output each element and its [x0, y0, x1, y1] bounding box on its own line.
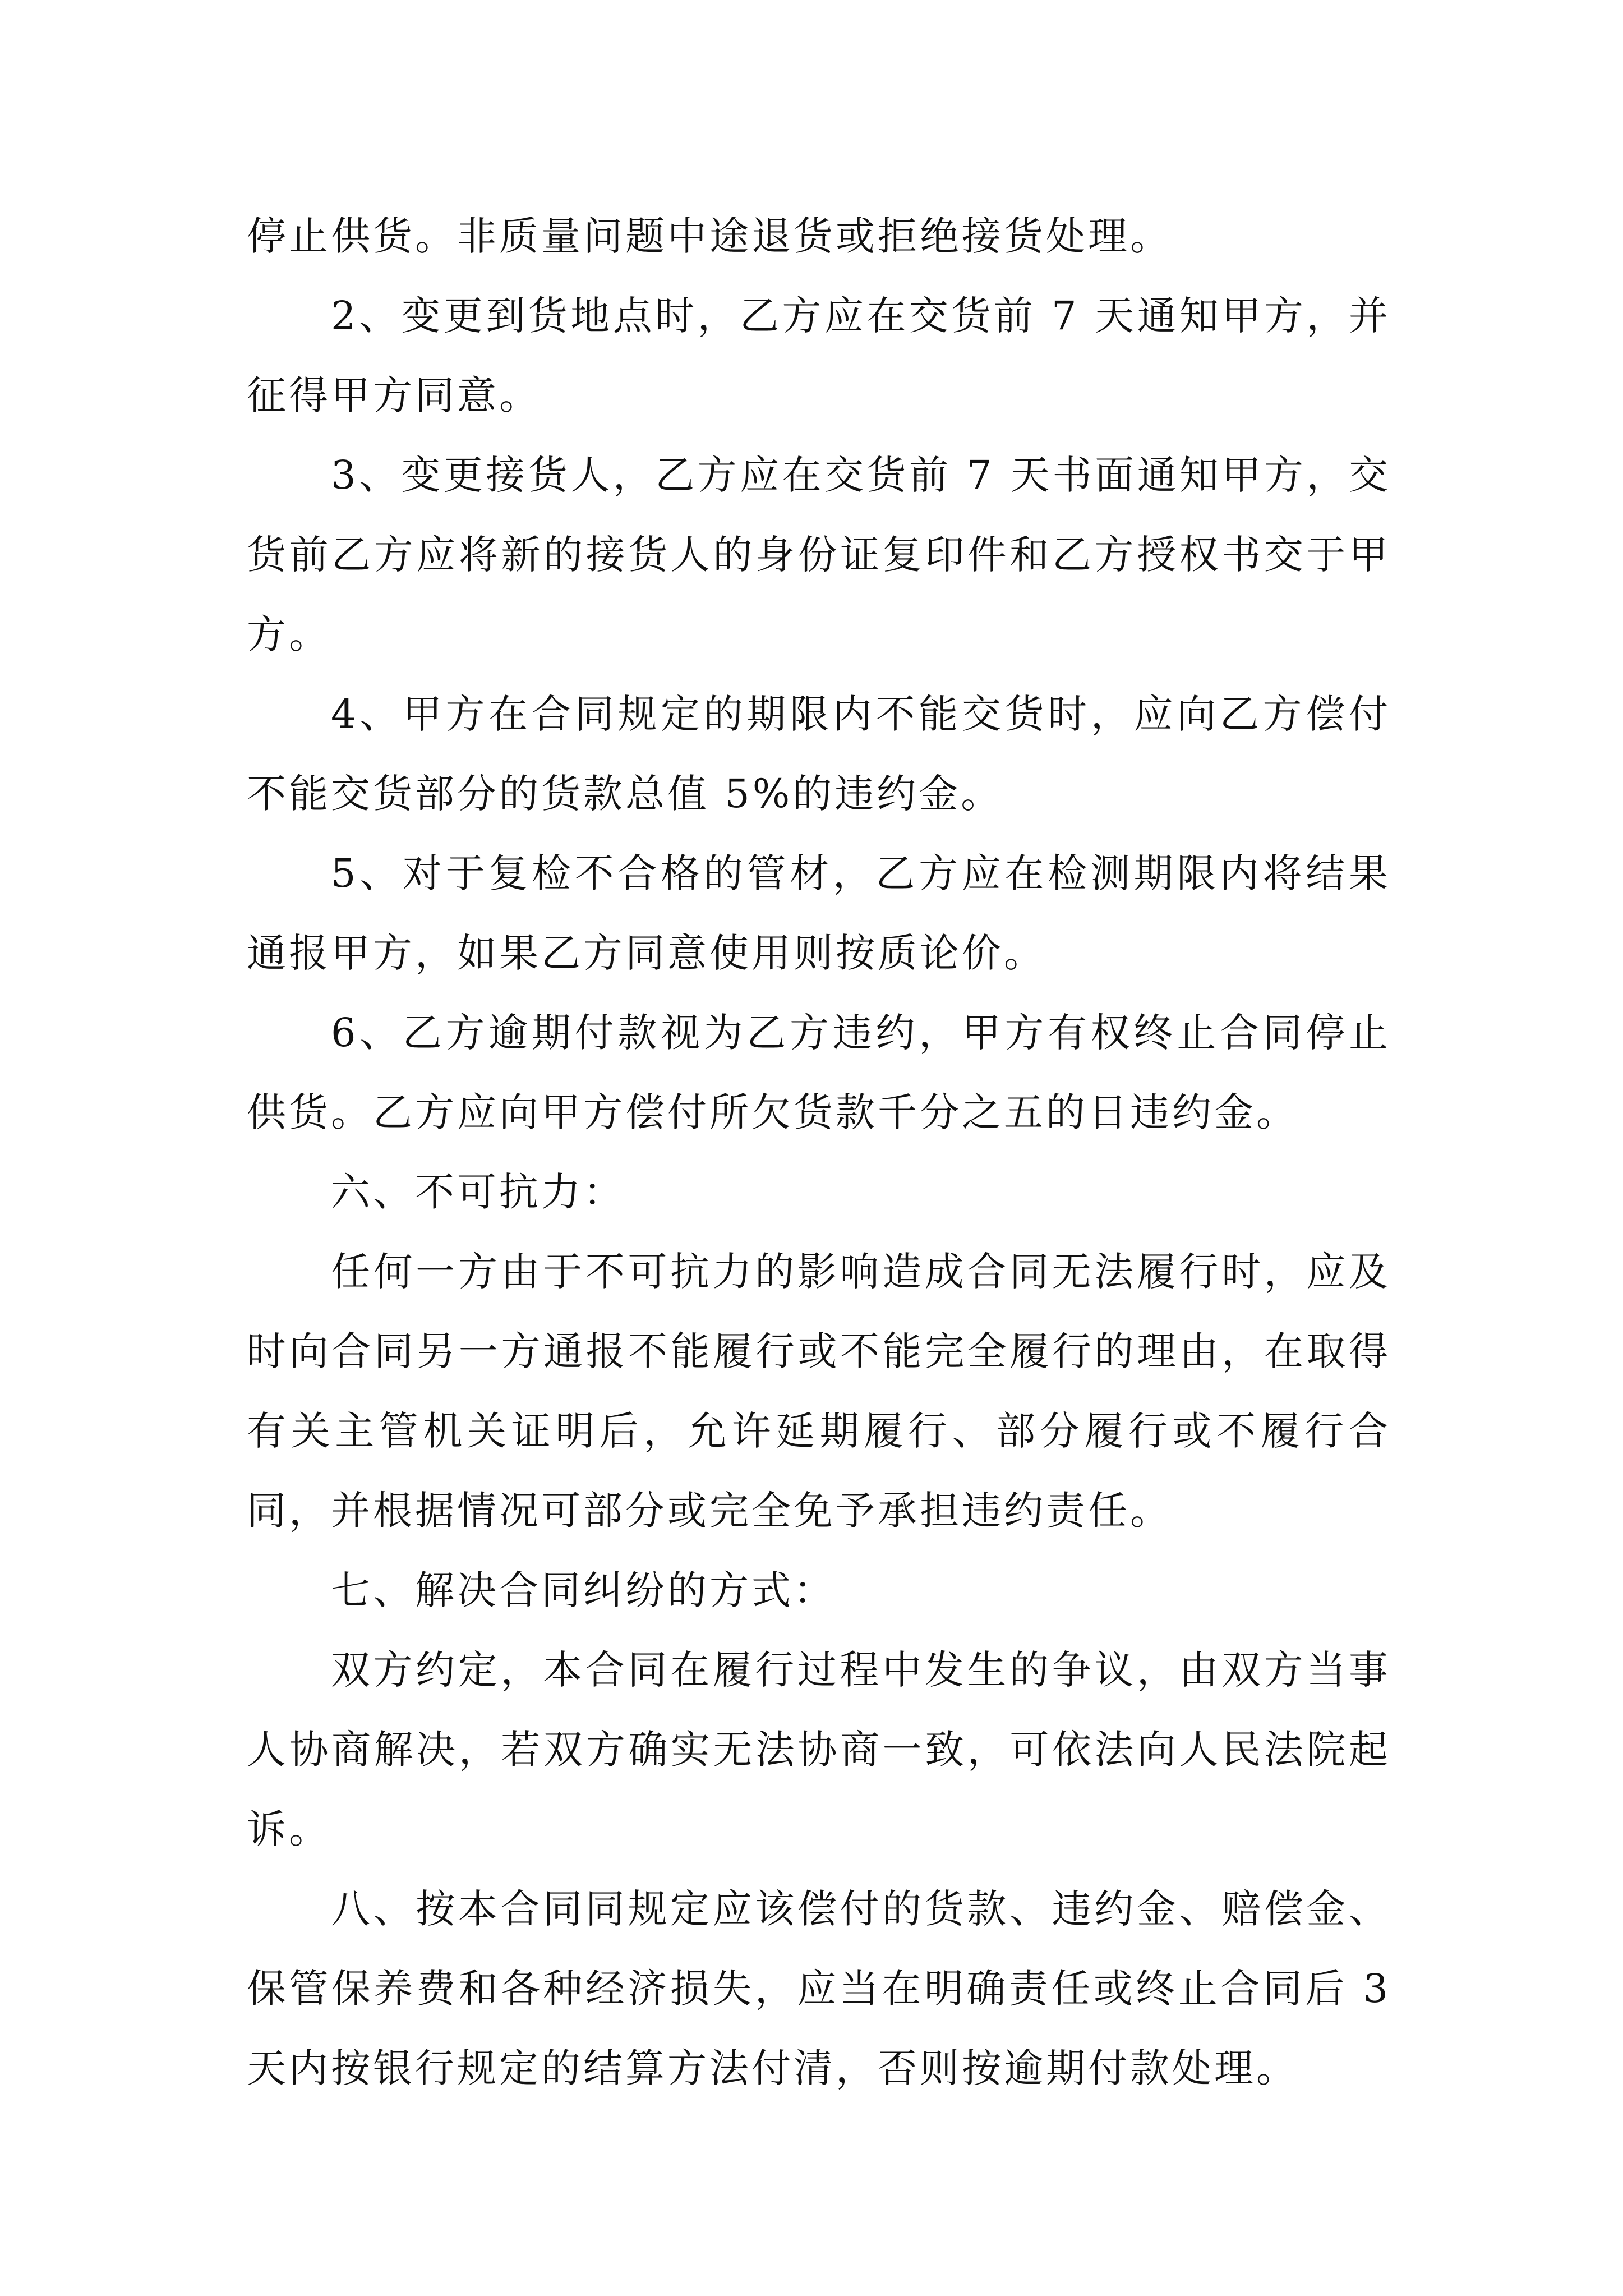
paragraph-clause-6: 6、乙方逾期付款视为乙方违约，甲方有权终止合同停止供货。乙方应向甲方偿付所欠货款千分之五的日违约金。 — [247, 1010, 1391, 1135]
paragraph-clause-5: 5、对于复检不合格的管材，乙方应在检测期限内将结果通报甲方，如果乙方同意使用则按质论价。 — [247, 850, 1391, 976]
section-heading-force-majeure: 六、不可抗力： — [331, 1169, 625, 1215]
paragraph-clause-4: 4、甲方在合同规定的期限内不能交货时，应向乙方偿付不能交货部分的货款总值 5%的违约金。 — [247, 691, 1391, 817]
paragraph-clause-3: 3、变更接货人，乙方应在交货前 7 天书面通知甲方，交货前乙方应将新的接货人的身份证复印件和乙方授权书交于甲方。 — [247, 452, 1391, 657]
paragraph-force-majeure: 任何一方由于不可抗力的影响造成合同无法履行时，应及时向合同另一方通报不能履行或不能完全履行的理由，在取得有关主管机关证明后，允许延期履行、部分履行或不履行合同，并根据情况可部分或完全免予承担违约责任。 — [247, 1249, 1391, 1534]
document-body — [247, 196, 1391, 2108]
paragraph-continuation: 停止供货。非质量问题中途退货或拒绝接货处理。 — [247, 213, 1172, 259]
section-heading-dispute-resolution: 七、解决合同纠纷的方式： — [331, 1567, 836, 1613]
paragraph-section-eight: 八、按本合同同规定应该偿付的货款、违约金、赔偿金、保管保养费和各种经济损失，应当在明确责任或终止合同后 3 天内按银行规定的结算方法付清，否则按逾期付款处理。 — [247, 1886, 1391, 2091]
paragraph-clause-2: 2、变更到货地点时，乙方应在交货前 7 天通知甲方，并征得甲方同意。 — [247, 293, 1391, 418]
paragraph-dispute-resolution: 双方约定，本合同在履行过程中发生的争议，由双方当事人协商解决，若双方确实无法协商一致，可依法向人民法院起诉。 — [247, 1647, 1391, 1852]
